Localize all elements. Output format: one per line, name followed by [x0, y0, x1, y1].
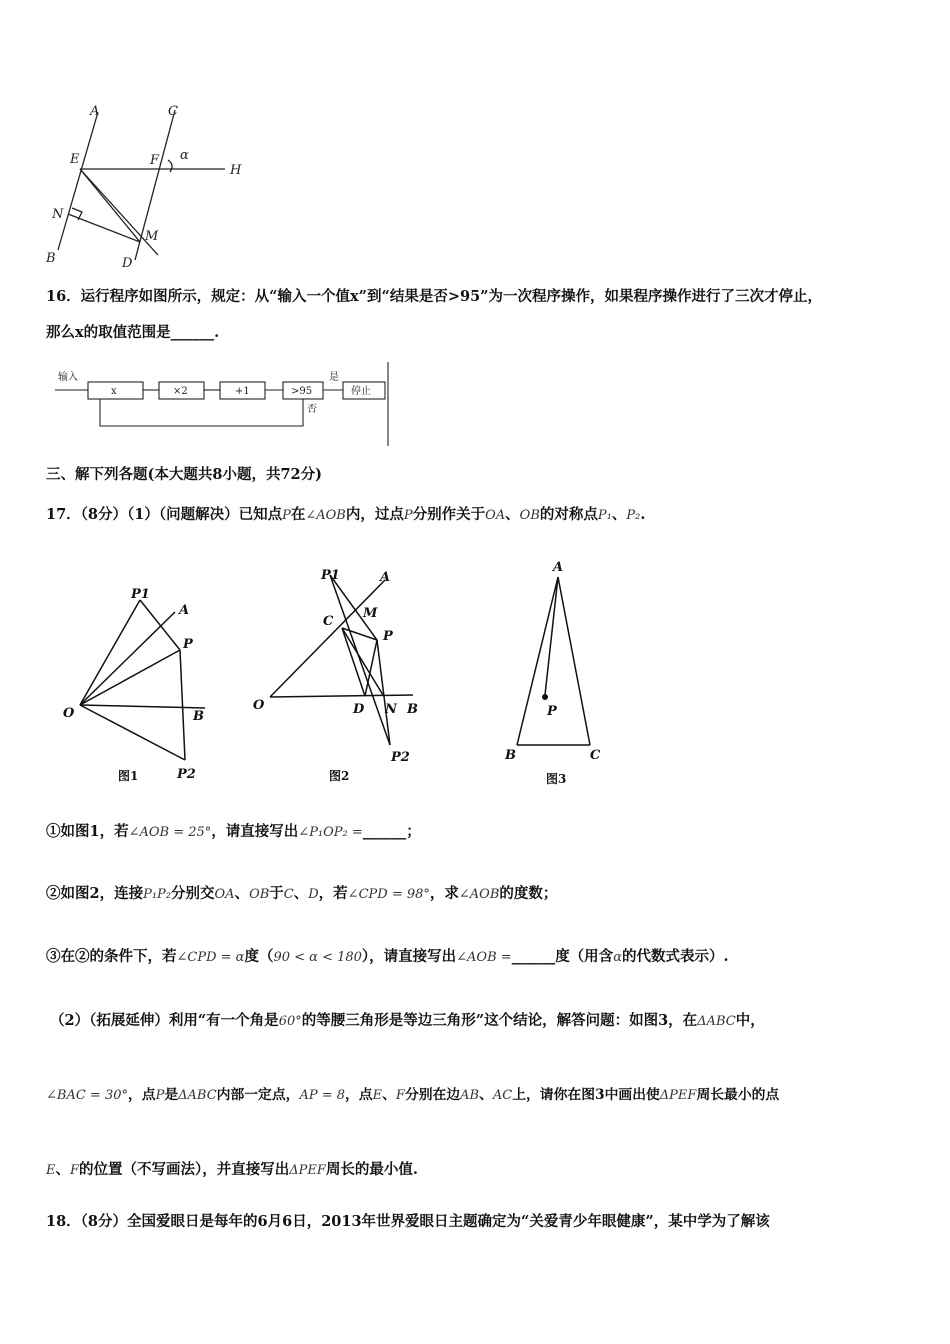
fig2-label-C: C: [323, 614, 334, 629]
item-2: ②如图2，连接P₁P₂分别交OA、OB于C、D，若∠CPD = 98°，求∠AOB的度数；: [46, 885, 558, 902]
fig2-label-P1: P1: [321, 568, 340, 583]
part2-line1: （2）（拓展延伸）利用“有一个角是60°的等腰三角形是等边三角形”这个结论，解答问题：如图3，在ΔABC中，: [50, 1012, 765, 1029]
fig2-label-P: P: [383, 629, 393, 644]
flow-input: 输入: [58, 372, 78, 383]
flow-stop: 停止: [351, 386, 371, 397]
label-C: C: [168, 104, 178, 119]
fig2-label-P2: P2: [391, 750, 410, 765]
label-alpha: α: [180, 148, 189, 163]
fig3-label-C: C: [590, 748, 601, 763]
flow-no: 否: [307, 404, 317, 415]
fig2-label-D: D: [353, 702, 365, 717]
fig1-label-O: O: [63, 706, 75, 721]
flow-x: x: [111, 386, 117, 397]
flow-mul: ×2: [173, 386, 188, 397]
fig2-caption: 图2: [329, 769, 350, 783]
fig3-caption: 图3: [546, 772, 567, 785]
flow-cmp: >95: [291, 386, 313, 397]
label-N: N: [52, 207, 64, 222]
q16-line1: 16．运行程序如图所示，规定：从“输入一个值x”到“结果是否>95”为一次程序操作，如果程序操作进行了三次才停止，: [46, 288, 823, 305]
figure-1: [55, 580, 225, 785]
figure-2: [245, 565, 445, 785]
part2-line3: E、F的位置（不写画法），并直接写出ΔPEF周长的最小值.: [46, 1161, 418, 1178]
label-B: B: [46, 251, 56, 266]
flow-add: +1: [235, 386, 250, 397]
fig1-label-B: B: [193, 709, 204, 724]
fig1-label-A: A: [179, 603, 190, 618]
q17-line1: 17．（8分）（1）（问题解决）已知点P在∠AOB内，过点P分别作关于OA、OB的对称点P₁、P₂.: [46, 506, 646, 523]
fig3-label-A: A: [553, 560, 564, 575]
q16-line2: 那么x的取值范围是______.: [46, 324, 220, 341]
item-3: ③在②的条件下，若∠CPD = α度（90 < α < 180），请直接写出∠AOB =______度（用含α的代数式表示）.: [46, 948, 729, 965]
label-F: F: [150, 153, 160, 168]
figure-3: [490, 555, 620, 785]
fig3-label-P: P: [547, 704, 557, 719]
label-H: H: [230, 163, 242, 178]
fig2-label-O: O: [253, 698, 265, 713]
fig1-label-P: P: [183, 637, 193, 652]
fig3-label-B: B: [505, 748, 516, 763]
item-1: ①如图1，若∠AOB = 25°，请直接写出∠P₁OP₂ =______；: [46, 823, 421, 840]
label-M: M: [145, 229, 159, 244]
flowchart: [55, 362, 395, 448]
label-E: E: [70, 152, 80, 167]
fig1-caption: 图1: [118, 769, 139, 783]
q18-line1: 18．（8分）全国爱眼日是每年的6月6日，2013年世界爱眼日主题确定为“关爱青少年眼健康”，某中学为了解该: [46, 1213, 770, 1230]
fig2-label-B: B: [407, 702, 418, 717]
part2-line2: ∠BAC = 30°，点P是ΔABC内部一定点，AP = 8，点E、F分别在边AB、AC上，请你在图3中画出使ΔPEF周长最小的点: [46, 1087, 780, 1103]
section-3-heading: 三、解下列各题(本大题共8小题，共72分): [46, 466, 322, 483]
fig2-label-M: M: [363, 606, 378, 621]
fig1-label-P1: P1: [131, 587, 150, 602]
label-A: A: [90, 104, 100, 119]
label-D: D: [122, 256, 133, 270]
fig2-label-N: N: [385, 702, 397, 717]
fig1-label-P2: P2: [177, 767, 196, 782]
figure-parallel-lines: [40, 100, 260, 270]
fig2-label-A: A: [380, 570, 391, 585]
flow-yes: 是: [329, 372, 339, 383]
